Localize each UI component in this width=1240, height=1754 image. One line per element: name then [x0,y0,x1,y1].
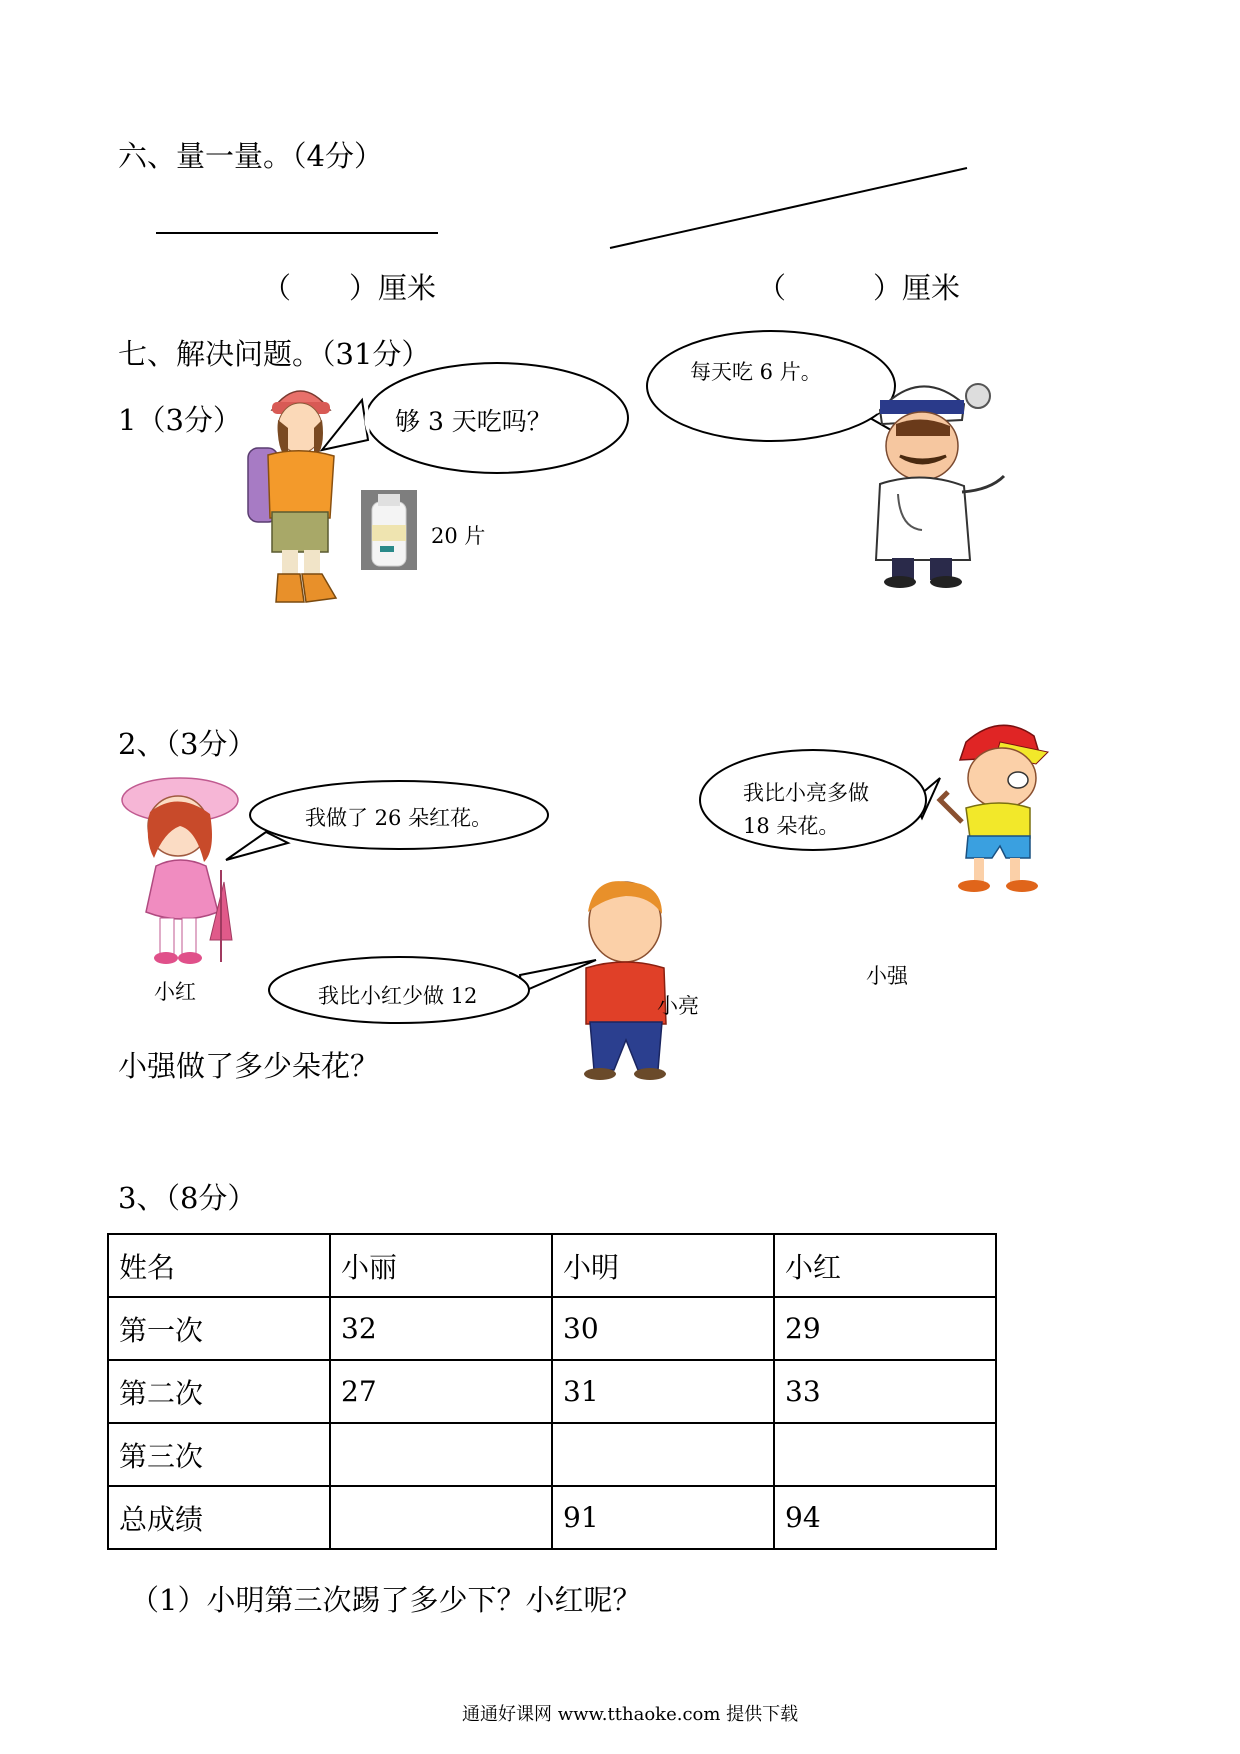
name-xiaoliang: 小亮 [657,994,699,1018]
table-cell-blank[interactable] [330,1423,552,1486]
table-row [108,1486,996,1549]
table-cell: 27 [330,1360,552,1423]
table-cell: 30 [552,1297,774,1360]
scores-table [107,1233,997,1550]
table-cell-blank[interactable] [552,1423,774,1486]
q1-label: 1（3分） [118,403,242,437]
xiaoliang-boy-figure [584,881,666,1080]
q3-subquestion-1: （1）小明第三次踢了多少下？小红呢？ [130,1583,642,1617]
table-header-cell: 小明 [552,1234,774,1297]
table-cell: 29 [774,1297,996,1360]
table-row [108,1360,996,1423]
page-footer: 通通好课网 www.tthaoke.com 提供下载 [462,1704,799,1725]
answer-blank-2[interactable]: （ ）厘米 [757,271,961,305]
table-cell: 第一次 [108,1297,330,1360]
bottle-label: 20 片 [431,524,486,548]
girl-bubble-text: 够 3 天吃吗？ [395,407,552,436]
q2-question: 小强做了多少朵花？ [118,1049,380,1083]
xiaoqiang-kid-figure [940,725,1048,892]
table-cell-blank[interactable] [774,1423,996,1486]
xiaoliang-bubble-text: 我比小红少做 12 [318,984,478,1008]
table-cell: 94 [774,1486,996,1549]
table-cell-blank[interactable] [330,1486,552,1549]
table-header-cell: 姓名 [108,1234,330,1297]
q3-label: 3、（8分） [118,1181,257,1215]
section6-title: 六、量一量。（4分） [118,139,383,173]
table-row [108,1297,996,1360]
table-cell: 总成绩 [108,1486,330,1549]
table-cell: 33 [774,1360,996,1423]
xiaoqiang-bubble-line2: 18 朵花。 [743,814,840,838]
doctor-bubble-text: 每天吃 6 片。 [690,360,822,384]
table-header-cell: 小红 [774,1234,996,1297]
table-header-row [108,1234,996,1297]
table-header-cell: 小丽 [330,1234,552,1297]
answer-blank-1[interactable]: （ ）厘米 [262,271,437,305]
name-xiaohong: 小红 [154,980,196,1004]
name-xiaoqiang: 小强 [866,964,908,988]
table-row [108,1423,996,1486]
table-cell: 第三次 [108,1423,330,1486]
xiaohong-girl-figure [122,778,238,964]
xiaoqiang-bubble-line1: 我比小亮多做 [743,781,869,805]
table-cell: 32 [330,1297,552,1360]
table-cell: 91 [552,1486,774,1549]
table-cell: 第二次 [108,1360,330,1423]
section7-title: 七、解决问题。（31分） [118,337,431,371]
q2-label: 2、（3分） [118,727,257,761]
table-cell: 31 [552,1360,774,1423]
xiaohong-bubble-text: 我做了 26 朵红花。 [305,806,493,830]
